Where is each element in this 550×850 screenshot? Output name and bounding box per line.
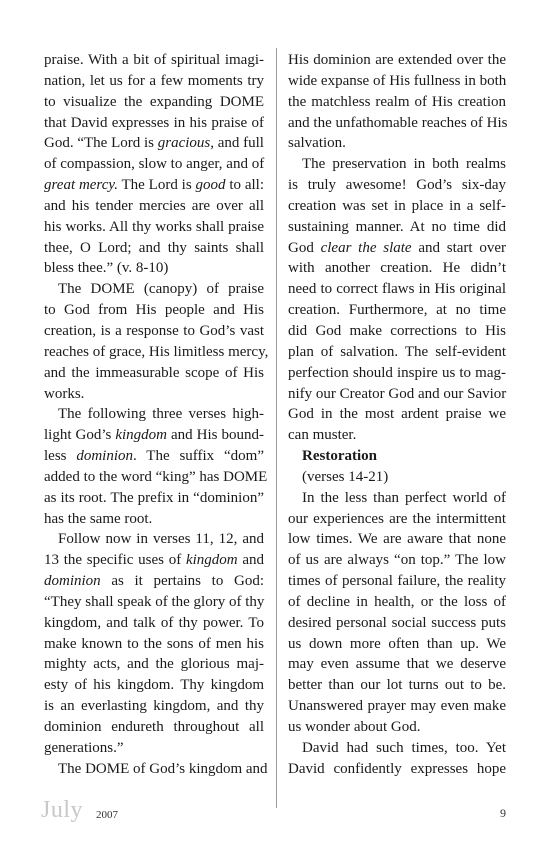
text-line [288,654,506,675]
text-span: as it pertains to God: [100,573,264,590]
text-line [288,717,506,738]
text-line [44,738,264,759]
text-span: bless thee.” (v. 8-10) [44,260,169,277]
text-span: and the immeasurable scope of His [44,364,264,381]
text-line [288,488,506,509]
text-span: that David expresses in his praise of [44,114,264,131]
text-span: light God’s [44,427,116,444]
text-line [44,113,264,134]
text-span: generations.” [44,739,124,756]
text-line [288,467,506,488]
text-span: times of personal failure, the reality [288,573,506,590]
text-span: The DOME of God’s kingdom and [58,760,268,777]
text-line [44,384,264,405]
text-line [288,50,506,71]
footer-month: July [41,797,84,823]
text-span: the matchless realm of His creation [288,93,506,110]
text-span: and [237,552,264,569]
text-line [288,300,506,321]
text-span: , and full [210,135,264,152]
text-span: with another creation. He didn’t [288,260,506,277]
text-span: . The suffix “dom” [133,448,264,465]
text-span: The DOME (canopy) of praise [58,281,264,298]
text-line [44,342,269,363]
text-line [288,634,506,655]
text-line [288,696,506,717]
text-span: added to the word “king” has DOME [44,468,268,485]
text-span: is an everlasting kingdom, and thy [44,698,264,715]
text-line [44,592,264,613]
text-span: God. “The Lord is [44,135,158,152]
text-span: thee, O Lord; and thy saints shall [44,239,264,256]
text-span: wide expanse of His fullness in both [288,72,507,89]
text-span: better than our lot turns out to be. [288,677,506,694]
text-line [44,217,264,238]
text-span: to God from His people and His [44,302,264,319]
text-line [288,175,506,196]
text-line [288,529,506,550]
text-line [44,50,264,71]
text-line [44,509,264,530]
page-number: 9 [500,806,506,820]
footer-year: 2007 [96,809,118,821]
text-span: Unanswered prayer may even make [288,698,506,715]
text-line [44,258,264,279]
right-column [288,50,506,780]
text-line [288,92,506,113]
text-span: and the unfathomable reaches of His [288,114,508,131]
text-span: works. [44,385,85,402]
text-line [288,592,506,613]
text-line [288,425,506,446]
text-span: reaches of grace, His limitless mercy, [44,343,269,360]
text-line [288,759,506,780]
text-line [44,488,264,509]
emphasis-text: kingdom [185,552,238,569]
text-span: perfection should inspire us to mag- [288,364,506,381]
text-line [44,467,268,488]
text-span: nation, let us for a few moments try [44,72,264,89]
text-line [288,738,506,759]
text-span: low times. We are aware that none [288,531,506,548]
text-line [288,509,506,530]
text-span: his works. All thy works shall praise [44,218,264,235]
text-line [44,196,264,217]
text-span: creation, is a response to God’s vast [44,322,264,339]
text-span: kingdom, and talk of thy power. To [44,614,264,631]
text-line [44,238,264,259]
emphasis-text: clear the slate [320,239,412,256]
text-span: has the same root. [44,510,153,527]
text-line [288,550,506,571]
text-span: David confidently expresses hope [288,760,506,777]
text-span: our experiences are the intermittent [288,510,506,527]
text-span: to all: [225,177,264,194]
emphasis-text: dominion [76,448,133,465]
text-span: of us are always “on top.” The low [288,552,506,569]
text-span: In the less than perfect world of [302,489,506,506]
text-line [288,71,506,92]
text-line [44,759,268,780]
text-line [288,217,506,238]
text-line [44,154,264,175]
text-span: praise. With a bit of spiritual imagi- [44,52,264,68]
text-line [288,384,506,405]
text-line [288,675,506,696]
text-span: esty of his kingdom. Thy kingdom [44,677,264,694]
text-span: Follow now in verses 11, 12, and [58,531,264,548]
text-span: The preservation in both realms [302,156,506,173]
text-span: creation was set in place in a self- [288,197,506,214]
text-line [44,654,264,675]
text-span: did God make corrections to His [288,322,506,339]
section-heading [288,446,506,467]
text-line [288,279,506,300]
text-span: 13 the specific uses of [44,552,186,569]
text-span: us wonder about God. [288,719,421,735]
text-line [288,363,506,384]
text-span: God in the most ardent praise we [288,406,506,423]
left-column [44,50,269,780]
text-line [288,258,506,279]
emphasis-text: kingdom [115,427,168,444]
text-line [44,446,264,467]
text-line [288,133,506,154]
column-divider [276,48,277,808]
text-line [288,321,506,342]
text-line [288,404,506,425]
text-line [44,529,264,550]
text-span: Restoration [302,448,377,465]
text-line [288,196,506,217]
text-line [44,92,264,113]
text-span: creation. Furthermore, at no time [288,302,506,319]
text-line [44,675,264,696]
text-span: and His bound- [167,427,264,444]
text-line [44,71,264,92]
text-span: dominion endureth throughout all [44,719,264,735]
text-line [288,613,506,634]
text-line [288,113,506,134]
text-span: His dominion are extended over the [288,52,506,68]
text-span: need to correct flaws in His original [288,281,506,298]
text-line [44,279,264,300]
text-span: sustaining manner. At no time did [288,218,506,235]
text-span: David had such times, too. Yet [302,739,506,756]
text-span: less [44,448,77,465]
text-line [44,571,264,592]
text-line [44,696,264,717]
text-span: and his tender mercies are over all [44,197,264,214]
text-span: as its root. The prefix in “dominion” [44,489,264,506]
text-line [44,717,264,738]
text-span: make known to the sons of men his [44,635,264,652]
emphasis-text: dominion [44,573,101,590]
text-span: salvation. [288,135,346,152]
text-span: is truly awesome! God’s six-day [288,177,506,194]
text-span: (verses 14-21) [302,468,389,485]
text-line [44,634,264,655]
text-line [44,175,264,196]
text-span: us down more often than up. We [288,635,506,652]
text-span: mighty acts, and the glorious maj- [44,656,264,673]
text-span: of decline in health, or the loss of [288,593,506,610]
text-line [288,571,506,592]
text-span: desired personal social success puts [288,614,506,631]
text-line [44,363,264,384]
emphasis-text: great mercy. [44,177,118,194]
emphasis-text: good [195,177,226,194]
text-span: can muster. [288,427,357,444]
text-line [44,404,264,425]
text-line [44,425,264,446]
text-line [44,613,264,634]
text-span: and start over [411,239,506,256]
emphasis-text: gracious [157,135,211,152]
text-span: The following three verses high- [58,406,264,423]
text-span: plan of salvation. The self-evident [288,343,506,360]
text-span: to visualize the expanding DOME [44,93,264,110]
text-span: may even assume that we deserve [288,656,506,673]
text-span: The Lord is [117,177,196,194]
text-line [44,133,264,154]
text-line [44,321,264,342]
text-line [288,154,506,175]
text-line [288,342,506,363]
text-span: “They shall speak of the glory of thy [44,593,265,610]
text-span: of compassion, slow to anger, and of [44,156,265,173]
text-line [288,238,506,259]
text-span: nify our Creator God and our Savior [288,385,507,402]
text-span: God [288,239,321,256]
text-line [44,300,264,321]
text-line [44,550,264,571]
